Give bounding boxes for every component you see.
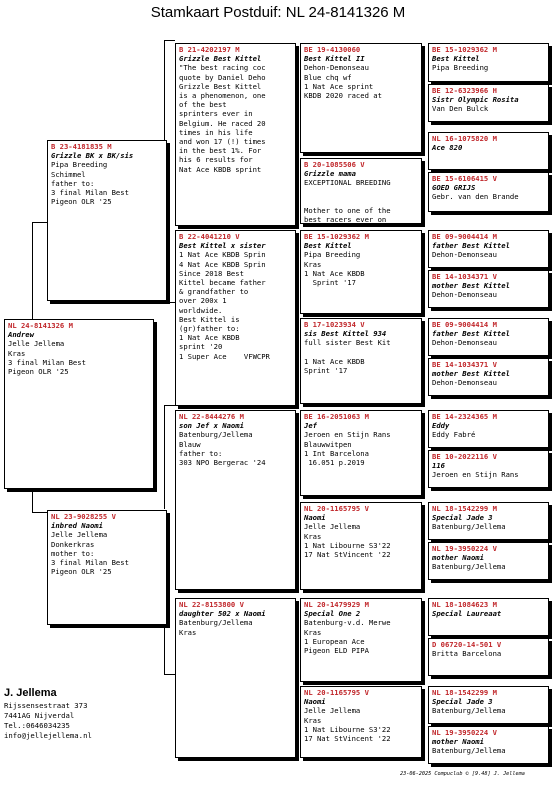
connector bbox=[32, 222, 33, 319]
connector bbox=[164, 40, 175, 41]
owner-info bbox=[4, 685, 92, 741]
pigeon-name: Special Jade 3 bbox=[432, 697, 493, 707]
ring-number: B 21-4202197 M bbox=[179, 45, 240, 54]
page-title: Stamkaart Postduif: NL 24-8141326 M bbox=[150, 4, 406, 21]
pigeon-card-g5[interactable] bbox=[428, 542, 549, 580]
pigeon-details: Dehon-Demonseau bbox=[432, 290, 497, 300]
connector bbox=[164, 405, 175, 406]
pigeon-name: 116 bbox=[432, 461, 445, 471]
ring-number: BE 09-9004414 M bbox=[432, 232, 497, 241]
pigeon-card-g5[interactable] bbox=[428, 230, 549, 268]
ring-number: NL 22-8153800 V bbox=[179, 600, 244, 609]
pigeon-details: Dehon-Demonseau Blue chq wf 1 Nat Ace sprint KBDB 2020 raced at bbox=[304, 63, 382, 101]
ring-number: NL 23-9028255 V bbox=[51, 512, 116, 521]
ring-number: B 17-1023934 V bbox=[304, 320, 365, 329]
pigeon-card-g5[interactable] bbox=[428, 502, 549, 540]
pigeon-card-mmf[interactable] bbox=[300, 598, 422, 682]
pigeon-name: Naomi bbox=[304, 697, 326, 707]
pigeon-name: mother Best Kittel bbox=[432, 369, 510, 379]
pigeon-name: inbred Naomi bbox=[51, 521, 103, 531]
pigeon-details: full sister Best Kit 1 Nat Ace KBDB Sprint '17 bbox=[304, 338, 391, 376]
pigeon-name: daughter 502 x Naomi bbox=[179, 609, 266, 619]
pigeon-card-g5[interactable] bbox=[428, 132, 549, 170]
ring-number: BE 15-1029362 M bbox=[432, 45, 497, 54]
pigeon-details: Pipa Breeding Schimmel father to: 3 final Milan Best Pigeon OLR '25 bbox=[51, 160, 129, 207]
connector bbox=[164, 674, 175, 675]
pigeon-details: Pipa Breeding bbox=[432, 63, 489, 73]
pigeon-details: Dehon-Demonseau bbox=[432, 338, 497, 348]
ring-number: B 22-4041210 V bbox=[179, 232, 240, 241]
pigeon-name: Best Kittel x sister bbox=[179, 241, 266, 251]
ring-number: NL 18-1084623 M bbox=[432, 600, 497, 609]
pigeon-card-g5[interactable] bbox=[428, 172, 549, 212]
connector bbox=[32, 512, 47, 513]
pigeon-card-mother[interactable] bbox=[47, 510, 167, 625]
ring-number: NL 20-1165795 V bbox=[304, 504, 369, 513]
pigeon-name: Naomi bbox=[304, 513, 326, 523]
ring-number: B 20-1085506 V bbox=[304, 160, 365, 169]
connector bbox=[32, 222, 47, 223]
pigeon-card-g5[interactable] bbox=[428, 43, 549, 82]
pigeon-details: Britta Barcelona bbox=[432, 649, 502, 659]
pigeon-details: Pipa Breeding Kras 1 Nat Ace KBDB Sprint '17 bbox=[304, 250, 365, 288]
ring-number: BE 15-1029362 M bbox=[304, 232, 369, 241]
pigeon-details: Batenburg/Jellema Blauw father to: 303 NPO Bergerac '24 bbox=[179, 430, 266, 468]
owner-street: Rijssensestraat 373 bbox=[4, 701, 88, 710]
pigeon-card-mff[interactable] bbox=[300, 410, 422, 496]
ring-number: BE 14-2324365 M bbox=[432, 412, 497, 421]
ring-number: BE 09-9004414 M bbox=[432, 320, 497, 329]
pigeon-name: father Best Kittel bbox=[432, 241, 510, 251]
pigeon-details: Jeroen en Stijn Rans Blauwwitpen 1 Int Barcelona 16.051 p.2019 bbox=[304, 430, 391, 468]
connector bbox=[32, 489, 33, 512]
pigeon-name: Sistr Olympic Rosita bbox=[432, 95, 519, 105]
pigeon-card-father[interactable] bbox=[47, 140, 167, 301]
ring-number: BE 12-6323966 H bbox=[432, 86, 497, 95]
pigeon-card-mmm[interactable] bbox=[300, 686, 422, 758]
ring-number: NL 20-1479929 M bbox=[304, 600, 369, 609]
pigeon-details: Eddy Fabré bbox=[432, 430, 476, 440]
pigeon-details: Dehon-Demonseau bbox=[432, 250, 497, 260]
pigeon-card-g5[interactable] bbox=[428, 726, 549, 764]
pigeon-card-g5[interactable] bbox=[428, 638, 549, 676]
pigeon-card-fff[interactable] bbox=[300, 43, 422, 153]
pigeon-card-g5[interactable] bbox=[428, 598, 549, 636]
ring-number: BE 15-6106415 V bbox=[432, 174, 497, 183]
pigeon-card-g5[interactable] bbox=[428, 686, 549, 724]
ring-number: NL 19-3950224 V bbox=[432, 728, 497, 737]
pigeon-name: Best Kittel bbox=[304, 241, 352, 251]
pigeon-card-mf[interactable] bbox=[175, 410, 296, 590]
pigeon-name: Best Kittel bbox=[432, 54, 480, 64]
pigeon-name: mother Naomi bbox=[432, 737, 484, 747]
pigeon-details: Batenburg/Jellema bbox=[432, 706, 506, 716]
pigeon-name: Special Laureaat bbox=[432, 609, 502, 619]
pigeon-details: EXCEPTIONAL BREEDING Mother to one of the best racers ever on bbox=[304, 178, 391, 224]
pigeon-name: Grizzle mama bbox=[304, 169, 356, 179]
ring-number: NL 18-1542299 M bbox=[432, 688, 497, 697]
pigeon-name: mother Naomi bbox=[432, 553, 484, 563]
pigeon-card-ffm[interactable] bbox=[300, 158, 422, 224]
pigeon-details: Dehon-Demonseau bbox=[432, 378, 497, 388]
pigeon-details: "The best racing coc quote by Daniel Deho Grizzle Best Kittel is a phenomenon, one of the best sprinters ever in Belgium. He raced 20 times in his life and won 17 (!) times in the best 1%. For his 6 results for Nat Ace KBDB sprint bbox=[179, 63, 266, 174]
ring-number: NL 19-3950224 V bbox=[432, 544, 497, 553]
connector bbox=[164, 405, 165, 509]
owner-email[interactable]: info@jellejellema.nl bbox=[4, 731, 92, 740]
pigeon-details: Batenburg/Jellema bbox=[432, 522, 506, 532]
pigeon-card-subject[interactable] bbox=[4, 319, 154, 489]
pigeon-card-fmm[interactable] bbox=[300, 318, 422, 404]
pigeon-name: sis Best Kittel 934 bbox=[304, 329, 387, 339]
pigeon-details: Jelle Jellema Kras 3 final Milan Best Pigeon OLR '25 bbox=[8, 339, 86, 377]
pigeon-name: mother Best Kittel bbox=[432, 281, 510, 291]
ring-number: BE 14-1034371 V bbox=[432, 360, 497, 369]
pigeon-card-fm[interactable] bbox=[175, 230, 296, 406]
ring-number: NL 24-8141326 M bbox=[8, 321, 73, 330]
pigeon-card-mm[interactable] bbox=[175, 598, 296, 758]
ring-number: BE 16-2051063 M bbox=[304, 412, 369, 421]
pigeon-details: Jeroen en Stijn Rans bbox=[432, 470, 519, 480]
pigeon-card-g5[interactable] bbox=[428, 358, 549, 396]
pigeon-name: GOED GRIJS bbox=[432, 183, 476, 193]
pigeon-details: Batenburg-v.d. Merwe Kras 1 European Ace Pigeon ELD PIPA bbox=[304, 618, 391, 656]
ring-number: NL 22-8444276 M bbox=[179, 412, 244, 421]
pigeon-name: Andrew bbox=[8, 330, 34, 340]
pigeon-name: son Jef x Naomi bbox=[179, 421, 244, 431]
footer-credit: 23-06-2025 Compuclub © [9.48] J. Jellema bbox=[400, 771, 525, 777]
pigeon-name: Eddy bbox=[432, 421, 450, 431]
pigeon-name: Jef bbox=[304, 421, 317, 431]
pigeon-details: Batenburg/Jellema Kras bbox=[179, 618, 253, 637]
pigeon-details: Jelle Jellema Kras 1 Nat Libourne S3'22 17 Nat StVincent '22 bbox=[304, 522, 391, 560]
ring-number: D 06720-14-501 V bbox=[432, 640, 502, 649]
pigeon-details: Jelle Jellema Kras 1 Nat Libourne S3'22 17 Nat StVincent '22 bbox=[304, 706, 391, 744]
pigeon-details: Batenburg/Jellema bbox=[432, 746, 506, 756]
pigeon-card-g5[interactable] bbox=[428, 270, 549, 308]
pigeon-card-g5[interactable] bbox=[428, 450, 549, 488]
pigeon-name: Special Jade 3 bbox=[432, 513, 493, 523]
pigeon-card-fmf[interactable] bbox=[300, 230, 422, 314]
pigeon-name: father Best Kittel bbox=[432, 329, 510, 339]
pigeon-name: Best Kittel II bbox=[304, 54, 365, 64]
pigeon-name: Ace 820 bbox=[432, 143, 463, 153]
connector bbox=[164, 302, 175, 303]
ring-number: BE 14-1034371 V bbox=[432, 272, 497, 281]
pigeon-name: Special One 2 bbox=[304, 609, 361, 619]
pigeon-details: Gebr. van den Brande bbox=[432, 192, 519, 202]
pigeon-name: Grizzle Best Kittel bbox=[179, 54, 262, 64]
pigeon-card-ff[interactable] bbox=[175, 43, 296, 226]
pigeon-card-g5[interactable] bbox=[428, 318, 549, 356]
pigeon-card-mfm[interactable] bbox=[300, 502, 422, 590]
owner-name: J. Jellema bbox=[4, 687, 57, 699]
pigeon-name: Grizzle BK x BK/sis bbox=[51, 151, 134, 161]
pigeon-details: Batenburg/Jellema bbox=[432, 562, 506, 572]
pigeon-details: 1 Nat Ace KBDB Sprin 4 Nat Ace KBDB Sprin Since 2018 Best Kittel became father & grandfather to over 200x 1 worldwide. Best Kittel is (gr)father to: 1 Nat Ace KBDB sprint '20 1 Super Ace VFWCPR bbox=[179, 250, 270, 361]
pigeon-details: Van Den Bulck bbox=[432, 104, 489, 114]
ring-number: B 23-4181835 M bbox=[51, 142, 112, 151]
ring-number: NL 16-1075820 M bbox=[432, 134, 497, 143]
pigeon-card-g5[interactable] bbox=[428, 84, 549, 122]
ring-number: NL 20-1165795 V bbox=[304, 688, 369, 697]
ring-number: NL 18-1542299 M bbox=[432, 504, 497, 513]
pigeon-card-g5[interactable] bbox=[428, 410, 549, 448]
pigeon-details: Jelle Jellema Donkerkras mother to: 3 final Milan Best Pigeon OLR '25 bbox=[51, 530, 129, 577]
owner-phone: Tel.:0646034235 bbox=[4, 721, 70, 730]
owner-city: 7441AG Nijverdal bbox=[4, 711, 75, 720]
ring-number: BE 10-2022116 V bbox=[432, 452, 497, 461]
ring-number: BE 19-4130060 bbox=[304, 45, 361, 54]
